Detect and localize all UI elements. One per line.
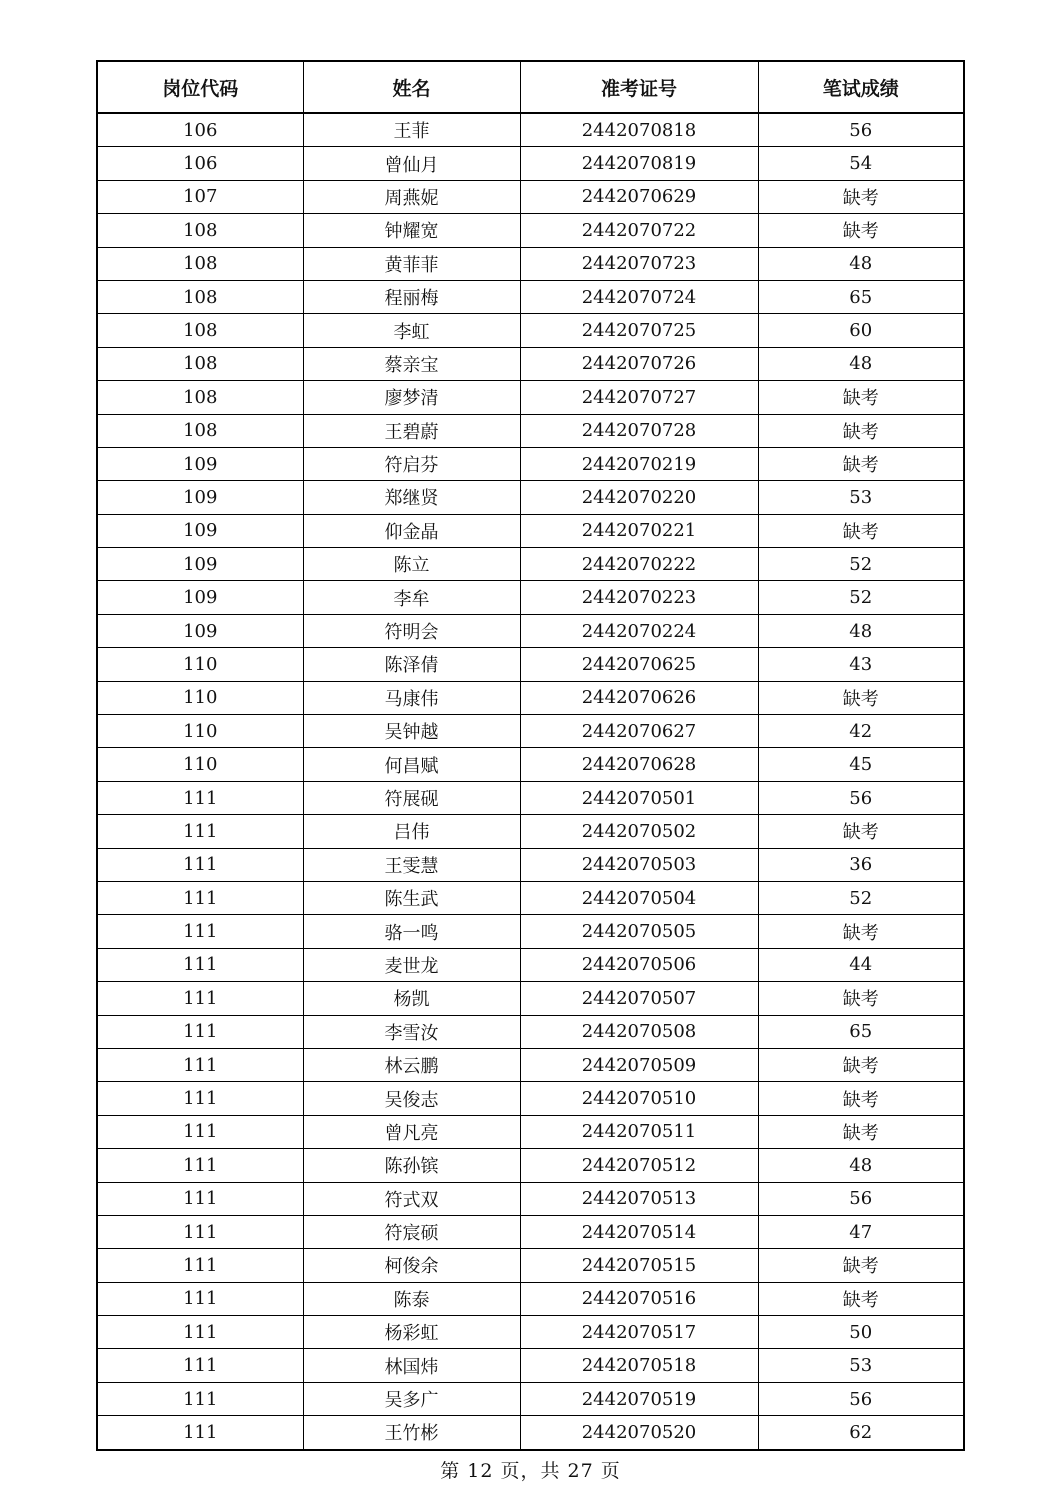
cell-name: 廖梦清	[303, 381, 520, 414]
table-body	[97, 113, 964, 1450]
cell-written-score: 52	[758, 548, 964, 581]
cell-position-code: 111	[97, 1048, 303, 1081]
page-footer: 第 12 页，共 27 页	[440, 1460, 621, 1482]
table-row	[97, 414, 964, 447]
cell-name: 王碧蔚	[303, 414, 520, 447]
cell-written-score: 52	[758, 881, 964, 914]
cell-written-score: 缺考	[758, 381, 964, 414]
table-row	[97, 1115, 964, 1148]
cell-exam-ticket-number: 2442070520	[520, 1416, 758, 1450]
cell-name: 吴多广	[303, 1382, 520, 1415]
cell-name: 符展砚	[303, 781, 520, 814]
table-row	[97, 447, 964, 480]
cell-name: 符宸硕	[303, 1215, 520, 1248]
cell-exam-ticket-number: 2442070504	[520, 881, 758, 914]
cell-name: 符启芬	[303, 447, 520, 480]
table-row	[97, 815, 964, 848]
cell-written-score: 缺考	[758, 1115, 964, 1148]
cell-written-score: 48	[758, 247, 964, 280]
table-row	[97, 113, 964, 147]
cell-exam-ticket-number: 2442070503	[520, 848, 758, 881]
cell-name: 符明会	[303, 614, 520, 647]
cell-position-code: 108	[97, 381, 303, 414]
cell-exam-ticket-number: 2442070727	[520, 381, 758, 414]
table-row	[97, 1282, 964, 1315]
cell-written-score: 缺考	[758, 1282, 964, 1315]
cell-written-score: 47	[758, 1215, 964, 1248]
cell-exam-ticket-number: 2442070818	[520, 113, 758, 147]
cell-position-code: 110	[97, 681, 303, 714]
cell-exam-ticket-number: 2442070508	[520, 1015, 758, 1048]
cell-exam-ticket-number: 2442070515	[520, 1249, 758, 1282]
cell-position-code: 111	[97, 848, 303, 881]
score-table	[96, 60, 965, 1451]
cell-name: 曾凡亮	[303, 1115, 520, 1148]
cell-exam-ticket-number: 2442070625	[520, 648, 758, 681]
table-row	[97, 180, 964, 213]
cell-exam-ticket-number: 2442070224	[520, 614, 758, 647]
cell-position-code: 111	[97, 1316, 303, 1349]
cell-name: 吕伟	[303, 815, 520, 848]
cell-position-code: 108	[97, 214, 303, 247]
cell-exam-ticket-number: 2442070514	[520, 1215, 758, 1248]
cell-position-code: 109	[97, 548, 303, 581]
cell-position-code: 111	[97, 982, 303, 1015]
cell-position-code: 109	[97, 581, 303, 614]
cell-position-code: 111	[97, 1082, 303, 1115]
table-row	[97, 314, 964, 347]
cell-name: 林国炜	[303, 1349, 520, 1382]
cell-name: 骆一鸣	[303, 915, 520, 948]
table-row	[97, 347, 964, 380]
cell-name: 陈立	[303, 548, 520, 581]
cell-name: 李牟	[303, 581, 520, 614]
table-row	[97, 581, 964, 614]
cell-written-score: 缺考	[758, 414, 964, 447]
cell-position-code: 111	[97, 1015, 303, 1048]
table-row	[97, 948, 964, 981]
table-row	[97, 1249, 964, 1282]
cell-exam-ticket-number: 2442070728	[520, 414, 758, 447]
cell-position-code: 108	[97, 414, 303, 447]
cell-position-code: 107	[97, 180, 303, 213]
table-row	[97, 381, 964, 414]
cell-name: 钟耀宽	[303, 214, 520, 247]
cell-name: 李虹	[303, 314, 520, 347]
cell-written-score: 56	[758, 781, 964, 814]
cell-position-code: 111	[97, 948, 303, 981]
header-name: 姓名	[303, 61, 520, 113]
cell-exam-ticket-number: 2442070628	[520, 748, 758, 781]
table-row	[97, 681, 964, 714]
cell-exam-ticket-number: 2442070220	[520, 481, 758, 514]
table-header-row	[97, 61, 964, 113]
cell-exam-ticket-number: 2442070726	[520, 347, 758, 380]
cell-written-score: 44	[758, 948, 964, 981]
cell-position-code: 110	[97, 648, 303, 681]
cell-written-score: 缺考	[758, 982, 964, 1015]
cell-name: 李雪汝	[303, 1015, 520, 1048]
table-row	[97, 514, 964, 547]
cell-exam-ticket-number: 2442070505	[520, 915, 758, 948]
cell-name: 王雯慧	[303, 848, 520, 881]
cell-exam-ticket-number: 2442070507	[520, 982, 758, 1015]
cell-exam-ticket-number: 2442070222	[520, 548, 758, 581]
cell-position-code: 111	[97, 1115, 303, 1148]
cell-name: 吴俊志	[303, 1082, 520, 1115]
cell-written-score: 36	[758, 848, 964, 881]
cell-written-score: 45	[758, 748, 964, 781]
table-row	[97, 147, 964, 180]
cell-exam-ticket-number: 2442070223	[520, 581, 758, 614]
cell-position-code: 109	[97, 481, 303, 514]
table-row	[97, 915, 964, 948]
cell-written-score: 缺考	[758, 815, 964, 848]
cell-exam-ticket-number: 2442070519	[520, 1382, 758, 1415]
cell-name: 马康伟	[303, 681, 520, 714]
cell-exam-ticket-number: 2442070627	[520, 715, 758, 748]
cell-written-score: 65	[758, 280, 964, 313]
cell-name: 曾仙月	[303, 147, 520, 180]
cell-position-code: 110	[97, 748, 303, 781]
cell-written-score: 缺考	[758, 447, 964, 480]
cell-name: 仰金晶	[303, 514, 520, 547]
cell-written-score: 48	[758, 614, 964, 647]
table-row	[97, 1215, 964, 1248]
cell-exam-ticket-number: 2442070518	[520, 1349, 758, 1382]
cell-position-code: 111	[97, 1349, 303, 1382]
cell-written-score: 60	[758, 314, 964, 347]
cell-exam-ticket-number: 2442070724	[520, 280, 758, 313]
cell-written-score: 62	[758, 1416, 964, 1450]
cell-position-code: 111	[97, 1249, 303, 1282]
table-row	[97, 648, 964, 681]
cell-exam-ticket-number: 2442070501	[520, 781, 758, 814]
cell-written-score: 42	[758, 715, 964, 748]
table-row	[97, 1048, 964, 1081]
cell-name: 陈泽倩	[303, 648, 520, 681]
cell-position-code: 109	[97, 447, 303, 480]
cell-position-code: 111	[97, 781, 303, 814]
table-row	[97, 481, 964, 514]
cell-written-score: 53	[758, 1349, 964, 1382]
cell-written-score: 缺考	[758, 1048, 964, 1081]
cell-written-score: 65	[758, 1015, 964, 1048]
cell-exam-ticket-number: 2442070725	[520, 314, 758, 347]
cell-written-score: 53	[758, 481, 964, 514]
cell-written-score: 48	[758, 347, 964, 380]
table-row	[97, 781, 964, 814]
cell-exam-ticket-number: 2442070722	[520, 214, 758, 247]
cell-exam-ticket-number: 2442070502	[520, 815, 758, 848]
cell-position-code: 108	[97, 280, 303, 313]
cell-name: 符式双	[303, 1182, 520, 1215]
cell-written-score: 缺考	[758, 180, 964, 213]
cell-exam-ticket-number: 2442070513	[520, 1182, 758, 1215]
cell-exam-ticket-number: 2442070512	[520, 1149, 758, 1182]
cell-position-code: 111	[97, 1282, 303, 1315]
table-row	[97, 1182, 964, 1215]
cell-name: 陈生武	[303, 881, 520, 914]
table-row	[97, 1149, 964, 1182]
table-row	[97, 1316, 964, 1349]
cell-written-score: 52	[758, 581, 964, 614]
cell-position-code: 109	[97, 514, 303, 547]
cell-position-code: 111	[97, 915, 303, 948]
cell-exam-ticket-number: 2442070506	[520, 948, 758, 981]
cell-position-code: 111	[97, 815, 303, 848]
table-row	[97, 715, 964, 748]
table-row	[97, 982, 964, 1015]
cell-name: 柯俊余	[303, 1249, 520, 1282]
table-row	[97, 748, 964, 781]
table-row	[97, 548, 964, 581]
table-row	[97, 614, 964, 647]
cell-written-score: 缺考	[758, 214, 964, 247]
cell-written-score: 缺考	[758, 915, 964, 948]
cell-name: 陈泰	[303, 1282, 520, 1315]
cell-name: 黄菲菲	[303, 247, 520, 280]
table-row	[97, 280, 964, 313]
cell-exam-ticket-number: 2442070819	[520, 147, 758, 180]
cell-position-code: 108	[97, 347, 303, 380]
cell-position-code: 110	[97, 715, 303, 748]
cell-name: 林云鹏	[303, 1048, 520, 1081]
table-row	[97, 848, 964, 881]
cell-exam-ticket-number: 2442070516	[520, 1282, 758, 1315]
cell-name: 吴钟越	[303, 715, 520, 748]
cell-exam-ticket-number: 2442070511	[520, 1115, 758, 1148]
cell-exam-ticket-number: 2442070219	[520, 447, 758, 480]
table-row	[97, 214, 964, 247]
cell-position-code: 106	[97, 113, 303, 147]
cell-written-score: 48	[758, 1149, 964, 1182]
cell-position-code: 111	[97, 881, 303, 914]
cell-exam-ticket-number: 2442070509	[520, 1048, 758, 1081]
cell-name: 杨凯	[303, 982, 520, 1015]
cell-name: 杨彩虹	[303, 1316, 520, 1349]
cell-written-score: 56	[758, 1382, 964, 1415]
cell-position-code: 111	[97, 1416, 303, 1450]
cell-written-score: 缺考	[758, 681, 964, 714]
cell-position-code: 108	[97, 247, 303, 280]
cell-name: 王菲	[303, 113, 520, 147]
header-exam-ticket-number: 准考证号	[520, 61, 758, 113]
table-row	[97, 1349, 964, 1382]
cell-name: 王竹彬	[303, 1416, 520, 1450]
cell-exam-ticket-number: 2442070221	[520, 514, 758, 547]
cell-exam-ticket-number: 2442070629	[520, 180, 758, 213]
cell-written-score: 缺考	[758, 1082, 964, 1115]
cell-name: 郑继贤	[303, 481, 520, 514]
cell-written-score: 缺考	[758, 1249, 964, 1282]
table-row	[97, 881, 964, 914]
cell-position-code: 111	[97, 1215, 303, 1248]
cell-position-code: 108	[97, 314, 303, 347]
cell-written-score: 56	[758, 1182, 964, 1215]
cell-written-score: 50	[758, 1316, 964, 1349]
cell-written-score: 56	[758, 113, 964, 147]
cell-written-score: 43	[758, 648, 964, 681]
table-row	[97, 1382, 964, 1415]
table-row	[97, 1416, 964, 1450]
cell-name: 麦世龙	[303, 948, 520, 981]
cell-position-code: 111	[97, 1382, 303, 1415]
cell-written-score: 54	[758, 147, 964, 180]
table-row	[97, 247, 964, 280]
cell-position-code: 111	[97, 1182, 303, 1215]
header-position-code: 岗位代码	[97, 61, 303, 113]
cell-position-code: 109	[97, 614, 303, 647]
cell-position-code: 106	[97, 147, 303, 180]
cell-position-code: 111	[97, 1149, 303, 1182]
cell-exam-ticket-number: 2442070517	[520, 1316, 758, 1349]
cell-name: 周燕妮	[303, 180, 520, 213]
cell-name: 程丽梅	[303, 280, 520, 313]
cell-name: 陈孙镔	[303, 1149, 520, 1182]
cell-name: 蔡亲宝	[303, 347, 520, 380]
cell-exam-ticket-number: 2442070626	[520, 681, 758, 714]
table-row	[97, 1015, 964, 1048]
cell-exam-ticket-number: 2442070510	[520, 1082, 758, 1115]
cell-written-score: 缺考	[758, 514, 964, 547]
header-written-score: 笔试成绩	[758, 61, 964, 113]
cell-name: 何昌赋	[303, 748, 520, 781]
cell-exam-ticket-number: 2442070723	[520, 247, 758, 280]
table-row	[97, 1082, 964, 1115]
